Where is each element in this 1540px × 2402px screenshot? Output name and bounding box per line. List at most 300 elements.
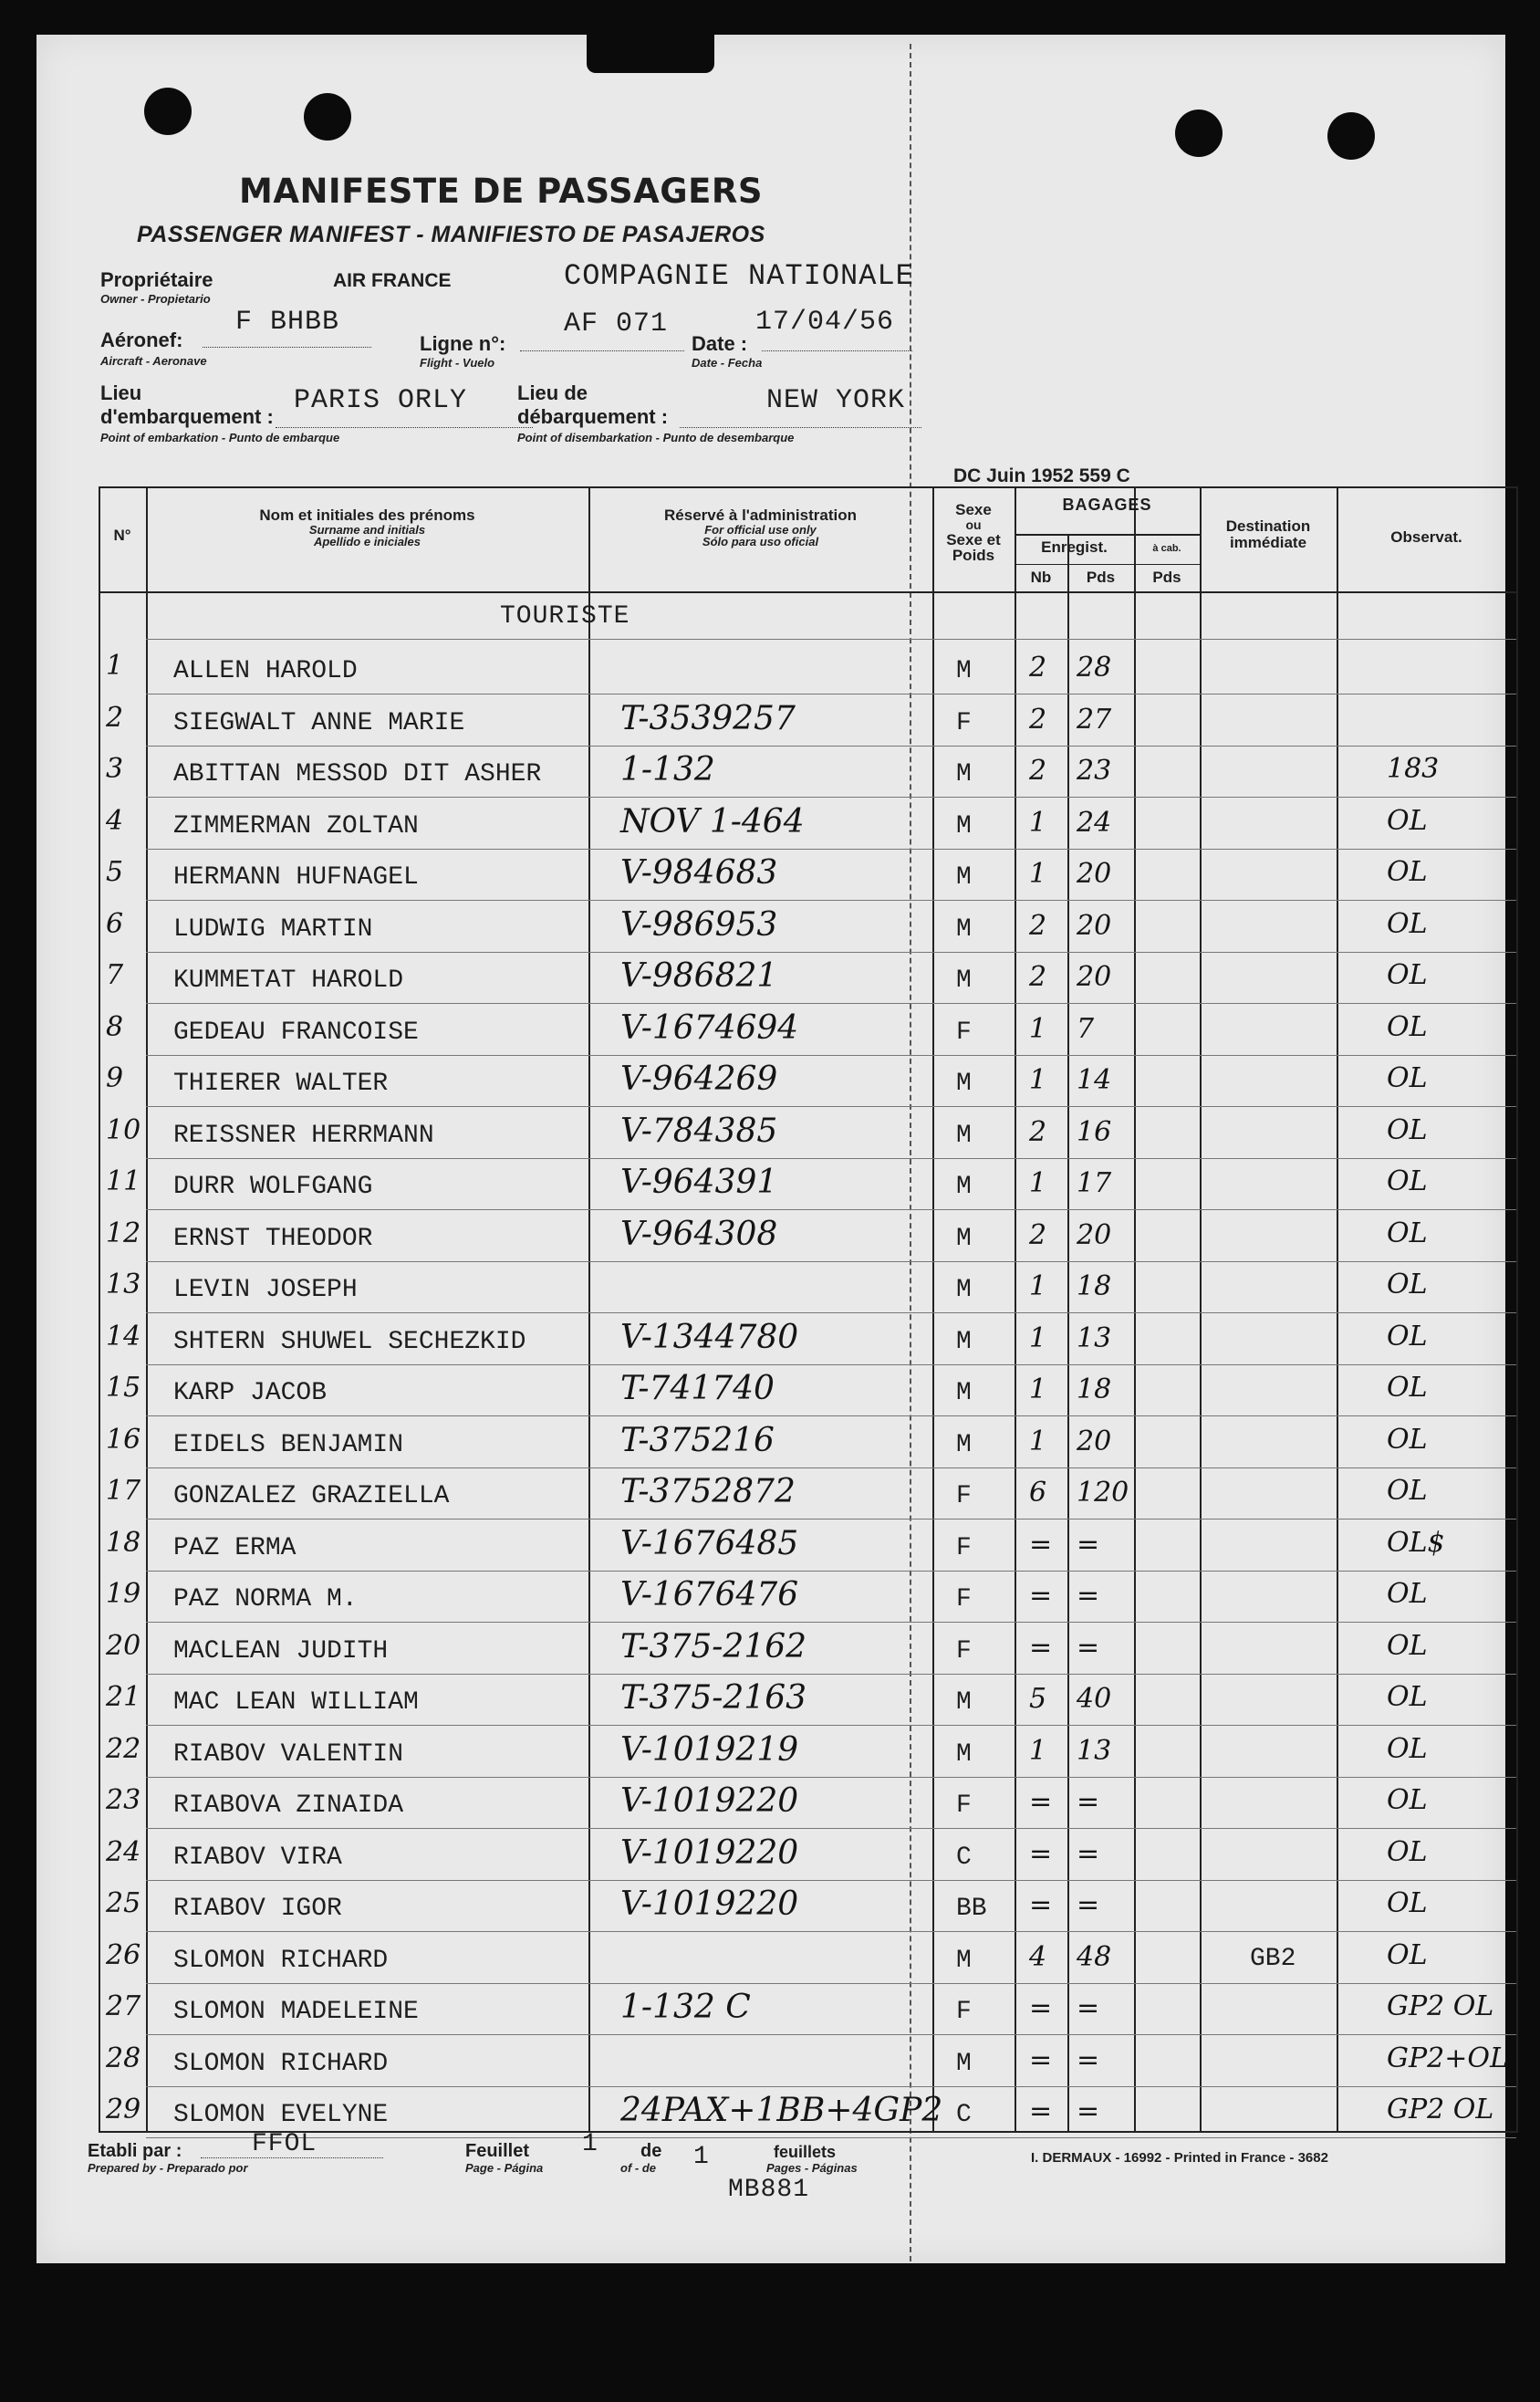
row-number: 12 bbox=[106, 1217, 141, 1249]
row-number: 15 bbox=[106, 1372, 141, 1404]
header-name-sub-1: Surname and initials bbox=[308, 522, 426, 537]
admin-reference: T-375216 bbox=[620, 1422, 775, 1459]
prepared-by-sublabel: Prepared by - Preparado por bbox=[88, 2161, 248, 2175]
header-admin bbox=[588, 507, 932, 548]
row-number: 17 bbox=[106, 1475, 141, 1507]
passenger-name: KUMMETAT HAROLD bbox=[173, 966, 404, 995]
debark-underline bbox=[680, 427, 921, 428]
passenger-sex: M bbox=[956, 966, 972, 995]
baggage-count: 2 bbox=[1029, 652, 1047, 684]
passenger-sex: M bbox=[956, 812, 972, 841]
baggage-count: = bbox=[1029, 1580, 1053, 1612]
sheet-sublabel: Page - Página bbox=[465, 2161, 544, 2175]
row-line bbox=[146, 1209, 1516, 1210]
admin-reference: T-3539257 bbox=[620, 700, 796, 737]
row-line bbox=[146, 1571, 1516, 1572]
passenger-name: REISSNER HERRMANN bbox=[173, 1122, 434, 1150]
row-number: 1 bbox=[106, 650, 124, 682]
passenger-name: HERMANN HUFNAGEL bbox=[173, 863, 419, 892]
baggage-weight: 7 bbox=[1077, 1013, 1095, 1045]
admin-reference: V-984683 bbox=[620, 854, 778, 892]
observation: OL bbox=[1387, 1578, 1428, 1610]
passenger-name: LEVIN JOSEPH bbox=[173, 1276, 358, 1304]
passenger-name: RIABOV VIRA bbox=[173, 1843, 342, 1872]
baggage-count: = bbox=[1029, 2095, 1053, 2127]
row-line bbox=[146, 2137, 1516, 2138]
passenger-sex: BB bbox=[956, 1895, 987, 1923]
observation: OL bbox=[1387, 1784, 1428, 1816]
embark-label-2: d'embarquement : bbox=[100, 405, 274, 428]
bagages-divider bbox=[1015, 534, 1200, 536]
baggage-weight: 13 bbox=[1077, 1322, 1112, 1354]
observation: OL bbox=[1387, 1165, 1428, 1197]
of-label: de bbox=[640, 2141, 662, 2161]
header-sex-1: Sexe bbox=[955, 501, 992, 518]
embark-sublabel: Point of embarkation - Punto de embarque bbox=[100, 431, 340, 444]
observation: OL bbox=[1387, 959, 1428, 991]
admin-reference: V-1019220 bbox=[620, 1834, 799, 1872]
header-no: N° bbox=[113, 527, 131, 544]
of-sublabel: of - de bbox=[620, 2161, 656, 2175]
pages-sublabel: Pages - Páginas bbox=[766, 2161, 858, 2175]
baggage-weight: 18 bbox=[1077, 1373, 1112, 1405]
row-line bbox=[146, 1467, 1516, 1468]
passenger-sex: F bbox=[956, 1791, 972, 1820]
printer-imprint: I. DERMAUX - 16992 - Printed in France - 3682 bbox=[1031, 2150, 1328, 2166]
row-number: 29 bbox=[106, 2094, 141, 2125]
debark-label-2: débarquement : bbox=[517, 405, 669, 428]
row-line bbox=[146, 1622, 1516, 1623]
row-number: 25 bbox=[106, 1887, 141, 1919]
baggage-weight: = bbox=[1077, 1529, 1100, 1561]
baggage-count: = bbox=[1029, 1992, 1053, 2024]
passenger-name: GEDEAU FRANCOISE bbox=[173, 1018, 419, 1047]
admin-reference: V-1676485 bbox=[620, 1525, 799, 1562]
prepared-by-label: Etabli par : bbox=[88, 2141, 182, 2161]
owner-airline: AIR FRANCE bbox=[333, 270, 452, 291]
passenger-sex: M bbox=[956, 1122, 972, 1150]
col-border bbox=[146, 486, 148, 2131]
observation: OL bbox=[1387, 1939, 1428, 1971]
passenger-name: SHTERN SHUWEL SECHEZKID bbox=[173, 1328, 526, 1356]
row-line bbox=[146, 1003, 1516, 1004]
passenger-name: SIEGWALT ANNE MARIE bbox=[173, 709, 465, 737]
admin-reference: T-375-2163 bbox=[620, 1679, 807, 1717]
row-number: 4 bbox=[106, 805, 124, 837]
row-number: 27 bbox=[106, 1990, 141, 2022]
header-pds-cab: Pds bbox=[1152, 569, 1181, 586]
passenger-name: PAZ NORMA M. bbox=[173, 1585, 358, 1614]
row-line bbox=[146, 1106, 1516, 1107]
observation: OL bbox=[1387, 1372, 1428, 1404]
passenger-sex: M bbox=[956, 1173, 972, 1201]
table-header-bottom bbox=[99, 591, 1518, 593]
col-border bbox=[1337, 486, 1338, 2131]
enreg-divider bbox=[1015, 564, 1200, 565]
owner-company: COMPAGNIE NATIONALE bbox=[564, 259, 914, 293]
prepared-by-underline bbox=[201, 2157, 383, 2158]
flight-underline bbox=[520, 350, 684, 351]
passenger-name: SLOMON RICHARD bbox=[173, 1947, 389, 1975]
passenger-name: ALLEN HAROLD bbox=[173, 657, 358, 685]
row-line bbox=[146, 1261, 1516, 1262]
date-label: Date : bbox=[692, 332, 748, 355]
row-line bbox=[146, 1725, 1516, 1726]
passenger-sex: F bbox=[956, 1534, 972, 1562]
observation: OL bbox=[1387, 1424, 1428, 1456]
baggage-count: 4 bbox=[1029, 1941, 1047, 1973]
observation: GP2+OL bbox=[1387, 2042, 1508, 2074]
header-name bbox=[146, 507, 588, 548]
row-line bbox=[146, 1158, 1516, 1159]
col-border bbox=[932, 486, 934, 2131]
row-line bbox=[146, 746, 1516, 747]
row-line bbox=[146, 1055, 1516, 1056]
passenger-name: SLOMON EVELYNE bbox=[173, 2101, 389, 2129]
header-enreg: Enregist. bbox=[1041, 538, 1108, 556]
observation: OL bbox=[1387, 1269, 1428, 1300]
header-sex bbox=[932, 502, 1015, 564]
embark-label-1: Lieu bbox=[100, 381, 142, 404]
baggage-weight: = bbox=[1077, 1838, 1100, 1870]
document-subtitle: PASSENGER MANIFEST - MANIFIESTO DE PASAJEROS bbox=[137, 222, 765, 247]
baggage-count: 1 bbox=[1029, 1270, 1047, 1302]
baggage-weight: = bbox=[1077, 2044, 1100, 2076]
row-number: 18 bbox=[106, 1527, 141, 1559]
baggage-count: 1 bbox=[1029, 858, 1047, 890]
passenger-sex: M bbox=[956, 1688, 972, 1717]
baggage-weight: 20 bbox=[1077, 910, 1112, 942]
header-bagages: BAGAGES bbox=[1062, 496, 1152, 514]
header-sex-4: Poids bbox=[952, 547, 995, 565]
admin-reference: V-1019220 bbox=[620, 1782, 799, 1820]
flight-label: Ligne n°: bbox=[420, 332, 506, 355]
prepared-by-value: FFOL bbox=[252, 2130, 317, 2158]
debark-sublabel: Point of disembarkation - Punto de desembarque bbox=[517, 431, 795, 444]
manifest-sheet bbox=[36, 35, 1508, 2263]
observation: OL bbox=[1387, 1114, 1428, 1146]
passenger-name: MAC LEAN WILLIAM bbox=[173, 1688, 419, 1717]
baggage-count: 2 bbox=[1029, 1116, 1047, 1148]
col-border bbox=[1067, 534, 1069, 2131]
passenger-name: RIABOV VALENTIN bbox=[173, 1740, 404, 1769]
row-line bbox=[146, 952, 1516, 953]
row-number: 19 bbox=[106, 1578, 141, 1610]
baggage-count: 2 bbox=[1029, 910, 1047, 942]
embark-value: PARIS ORLY bbox=[294, 385, 468, 416]
passenger-name: KARP JACOB bbox=[173, 1379, 328, 1407]
observation: OL bbox=[1387, 1062, 1428, 1094]
admin-reference: T-375-2162 bbox=[620, 1628, 807, 1666]
row-number: 9 bbox=[106, 1062, 124, 1094]
passenger-name: MACLEAN JUDITH bbox=[173, 1637, 389, 1666]
passenger-sex: M bbox=[956, 863, 972, 892]
header-sex-3: Sexe et bbox=[946, 530, 1001, 548]
baggage-count: 1 bbox=[1029, 1322, 1047, 1354]
header-destination-2: immédiate bbox=[1229, 533, 1307, 551]
baggage-weight: = bbox=[1077, 2095, 1100, 2127]
of-value: 1 bbox=[693, 2143, 710, 2171]
debark-value: NEW YORK bbox=[766, 385, 906, 416]
admin-reference: V-986953 bbox=[620, 906, 778, 944]
observation: OL bbox=[1387, 1321, 1428, 1352]
passenger-name: EIDELS BENJAMIN bbox=[173, 1431, 404, 1459]
observation: OL$ bbox=[1387, 1527, 1445, 1559]
date-value: 17/04/56 bbox=[755, 307, 895, 338]
embark-underline bbox=[276, 427, 533, 428]
row-line bbox=[146, 1519, 1516, 1520]
passenger-sex: M bbox=[956, 1070, 972, 1098]
observation: OL bbox=[1387, 856, 1428, 888]
passenger-name: DURR WOLFGANG bbox=[173, 1173, 373, 1201]
observation: OL bbox=[1387, 1681, 1428, 1713]
baggage-count: 1 bbox=[1029, 1013, 1047, 1045]
flight-value: AF 071 bbox=[564, 308, 669, 339]
col-border bbox=[1516, 486, 1518, 2131]
baggage-count: 1 bbox=[1029, 1064, 1047, 1096]
passenger-name: LUDWIG MARTIN bbox=[173, 915, 373, 944]
row-line bbox=[146, 1828, 1516, 1829]
debark-label-1: Lieu de bbox=[517, 381, 588, 404]
baggage-count: 1 bbox=[1029, 1167, 1047, 1199]
punch-hole bbox=[144, 88, 192, 135]
baggage-count: 5 bbox=[1029, 1683, 1047, 1715]
row-number: 10 bbox=[106, 1114, 141, 1146]
baggage-count: 6 bbox=[1029, 1477, 1047, 1509]
aircraft-underline bbox=[203, 347, 371, 348]
row-line bbox=[146, 2086, 1516, 2087]
col-border bbox=[1015, 486, 1016, 2131]
row-line bbox=[146, 639, 1516, 640]
page-notch bbox=[587, 31, 714, 73]
observation: OL bbox=[1387, 1630, 1428, 1662]
passenger-sex: M bbox=[956, 1947, 972, 1975]
baggage-weight: = bbox=[1077, 1580, 1100, 1612]
archive-stamp: MB881 bbox=[728, 2176, 810, 2204]
immediate-destination: GB2 bbox=[1250, 1945, 1296, 1973]
baggage-weight: 48 bbox=[1077, 1941, 1112, 1973]
row-number: 22 bbox=[106, 1733, 141, 1765]
admin-reference: V-1674694 bbox=[620, 1009, 799, 1047]
admin-reference: T-741740 bbox=[620, 1370, 775, 1407]
col-border bbox=[1200, 486, 1202, 2131]
header-admin-sub-2: Sólo para uso oficial bbox=[702, 535, 819, 549]
passenger-sex: F bbox=[956, 1637, 972, 1666]
passenger-sex: M bbox=[956, 1328, 972, 1356]
baggage-count: 1 bbox=[1029, 1735, 1047, 1767]
row-number: 14 bbox=[106, 1321, 141, 1352]
punch-hole bbox=[1175, 110, 1223, 157]
passenger-sex: M bbox=[956, 1379, 972, 1407]
baggage-weight: 16 bbox=[1077, 1116, 1112, 1148]
observation: GP2 OL bbox=[1387, 2094, 1494, 2125]
passenger-name: RIABOVA ZINAIDA bbox=[173, 1791, 404, 1820]
row-number: 6 bbox=[106, 908, 124, 940]
header-admin-sub-1: For official use only bbox=[704, 522, 817, 537]
baggage-count: = bbox=[1029, 1786, 1053, 1818]
passenger-sex: M bbox=[956, 760, 972, 788]
baggage-weight: 20 bbox=[1077, 1426, 1112, 1457]
row-number: 21 bbox=[106, 1681, 141, 1713]
baggage-count: = bbox=[1029, 1889, 1053, 1921]
row-number: 7 bbox=[106, 959, 124, 991]
row-line bbox=[146, 849, 1516, 850]
observation: OL bbox=[1387, 1733, 1428, 1765]
row-line bbox=[146, 1415, 1516, 1416]
admin-reference: V-1676476 bbox=[620, 1576, 799, 1614]
admin-reference: NOV 1-464 bbox=[620, 803, 805, 841]
row-line bbox=[146, 797, 1516, 798]
row-line bbox=[146, 1312, 1516, 1313]
baggage-weight: 23 bbox=[1077, 755, 1112, 787]
passenger-sex: M bbox=[956, 657, 972, 685]
row-number: 8 bbox=[106, 1011, 124, 1043]
baggage-count: 1 bbox=[1029, 1426, 1047, 1457]
col-border bbox=[99, 486, 100, 2131]
baggage-weight: = bbox=[1077, 1786, 1100, 1818]
admin-reference: 1-132 C bbox=[620, 1989, 751, 2026]
baggage-count: 2 bbox=[1029, 704, 1047, 736]
owner-label: Propriétaire bbox=[100, 268, 213, 291]
baggage-weight: 14 bbox=[1077, 1064, 1112, 1096]
baggage-weight: 17 bbox=[1077, 1167, 1112, 1199]
passenger-name: SLOMON MADELEINE bbox=[173, 1998, 419, 2026]
baggage-count: 2 bbox=[1029, 1219, 1047, 1251]
baggage-count: = bbox=[1029, 1632, 1053, 1664]
aircraft-value: F BHBB bbox=[235, 307, 340, 338]
baggage-weight: 24 bbox=[1077, 807, 1112, 839]
baggage-weight: = bbox=[1077, 1889, 1100, 1921]
observation: OL bbox=[1387, 1011, 1428, 1043]
row-line bbox=[146, 1364, 1516, 1365]
passenger-sex: F bbox=[956, 709, 972, 737]
header-admin-label: Réservé à l'administration bbox=[664, 507, 857, 524]
header-pds: Pds bbox=[1086, 569, 1116, 586]
table-top-border bbox=[99, 486, 1518, 488]
baggage-weight: = bbox=[1077, 1632, 1100, 1664]
baggage-count: 1 bbox=[1029, 1373, 1047, 1405]
col-border bbox=[1134, 486, 1136, 2131]
passenger-sex: M bbox=[956, 915, 972, 944]
baggage-count: = bbox=[1029, 1838, 1053, 1870]
header-name-sub-2: Apellido e iniciales bbox=[313, 535, 421, 549]
passenger-name: RIABOV IGOR bbox=[173, 1895, 342, 1923]
row-line bbox=[146, 1880, 1516, 1881]
date-underline bbox=[762, 350, 912, 351]
passenger-sex: F bbox=[956, 1998, 972, 2026]
row-number: 11 bbox=[106, 1165, 141, 1197]
passenger-name: ERNST THEODOR bbox=[173, 1225, 373, 1253]
baggage-weight: 20 bbox=[1077, 1219, 1112, 1251]
header-observations: Observat. bbox=[1390, 528, 1462, 546]
observation: OL bbox=[1387, 805, 1428, 837]
pages-label: feuillets bbox=[774, 2143, 837, 2161]
baggage-weight: = bbox=[1077, 1992, 1100, 2024]
baggage-weight: 20 bbox=[1077, 858, 1112, 890]
row-number: 13 bbox=[106, 1269, 141, 1300]
passenger-sex: M bbox=[956, 1431, 972, 1459]
baggage-weight: 28 bbox=[1077, 652, 1112, 684]
baggage-count: 2 bbox=[1029, 961, 1047, 993]
passenger-name: ZIMMERMAN ZOLTAN bbox=[173, 812, 419, 841]
punch-hole bbox=[1327, 112, 1375, 160]
date-sublabel: Date - Fecha bbox=[692, 356, 763, 370]
aircraft-label: Aéronef: bbox=[100, 329, 183, 351]
row-line bbox=[146, 1983, 1516, 1984]
admin-reference: V-964391 bbox=[620, 1164, 778, 1201]
passenger-sex: C bbox=[956, 1843, 972, 1872]
document-title: MANIFESTE DE PASSAGERS bbox=[239, 172, 764, 211]
observation: 183 bbox=[1387, 753, 1440, 785]
passenger-sex: M bbox=[956, 1276, 972, 1304]
admin-reference: V-784385 bbox=[620, 1112, 778, 1150]
observation: OL bbox=[1387, 1836, 1428, 1868]
punch-hole bbox=[304, 93, 351, 141]
passenger-name: ABITTAN MESSOD DIT ASHER bbox=[173, 760, 542, 788]
admin-reference: T-3752872 bbox=[620, 1473, 796, 1510]
row-line bbox=[146, 1777, 1516, 1778]
row-line bbox=[146, 1674, 1516, 1675]
owner-sublabel: Owner - Propietario bbox=[100, 292, 211, 306]
admin-reference: 24PAX+1BB+4GP2 bbox=[620, 2092, 943, 2129]
row-number: 26 bbox=[106, 1939, 141, 1971]
aircraft-sublabel: Aircraft - Aeronave bbox=[100, 354, 207, 368]
row-number: 2 bbox=[106, 702, 124, 734]
observation: OL bbox=[1387, 908, 1428, 940]
observation: OL bbox=[1387, 1217, 1428, 1249]
passenger-sex: F bbox=[956, 1018, 972, 1047]
row-line bbox=[146, 1931, 1516, 1932]
class-label: TOURISTE bbox=[500, 602, 630, 631]
row-number: 5 bbox=[106, 856, 124, 888]
row-number: 23 bbox=[106, 1784, 141, 1816]
admin-reference: 1-132 bbox=[620, 751, 715, 788]
row-line bbox=[146, 900, 1516, 901]
passenger-sex: F bbox=[956, 1585, 972, 1614]
passenger-name: THIERER WALTER bbox=[173, 1070, 389, 1098]
row-line bbox=[146, 2034, 1516, 2035]
baggage-weight: 27 bbox=[1077, 704, 1112, 736]
admin-reference: V-964269 bbox=[620, 1060, 778, 1098]
baggage-weight: 20 bbox=[1077, 961, 1112, 993]
admin-reference: V-1019220 bbox=[620, 1885, 799, 1923]
sheet-value: 1 bbox=[582, 2130, 598, 2158]
header-cab: à cab. bbox=[1152, 543, 1181, 554]
baggage-count: = bbox=[1029, 2044, 1053, 2076]
row-number: 20 bbox=[106, 1630, 141, 1662]
baggage-weight: 40 bbox=[1077, 1683, 1112, 1715]
passenger-sex: M bbox=[956, 1225, 972, 1253]
row-number: 3 bbox=[106, 753, 124, 785]
passenger-sex: M bbox=[956, 2050, 972, 2078]
baggage-weight: 13 bbox=[1077, 1735, 1112, 1767]
admin-reference: V-1019219 bbox=[620, 1731, 799, 1769]
admin-reference: V-1344780 bbox=[620, 1319, 799, 1356]
header-sex-2: ou bbox=[965, 517, 982, 532]
baggage-weight: 18 bbox=[1077, 1270, 1112, 1302]
baggage-count: = bbox=[1029, 1529, 1053, 1561]
header-destination-1: Destination bbox=[1225, 517, 1311, 535]
row-number: 28 bbox=[106, 2042, 141, 2074]
header-name-label: Nom et initiales des prénoms bbox=[259, 507, 475, 524]
form-code: DC Juin 1952 559 C bbox=[953, 465, 1130, 486]
passenger-sex: F bbox=[956, 1482, 972, 1510]
perforation-line bbox=[910, 44, 928, 2261]
row-number: 24 bbox=[106, 1836, 141, 1868]
header-destination bbox=[1200, 518, 1337, 551]
observation: GP2 OL bbox=[1387, 1990, 1494, 2022]
passenger-name: SLOMON RICHARD bbox=[173, 2050, 389, 2078]
